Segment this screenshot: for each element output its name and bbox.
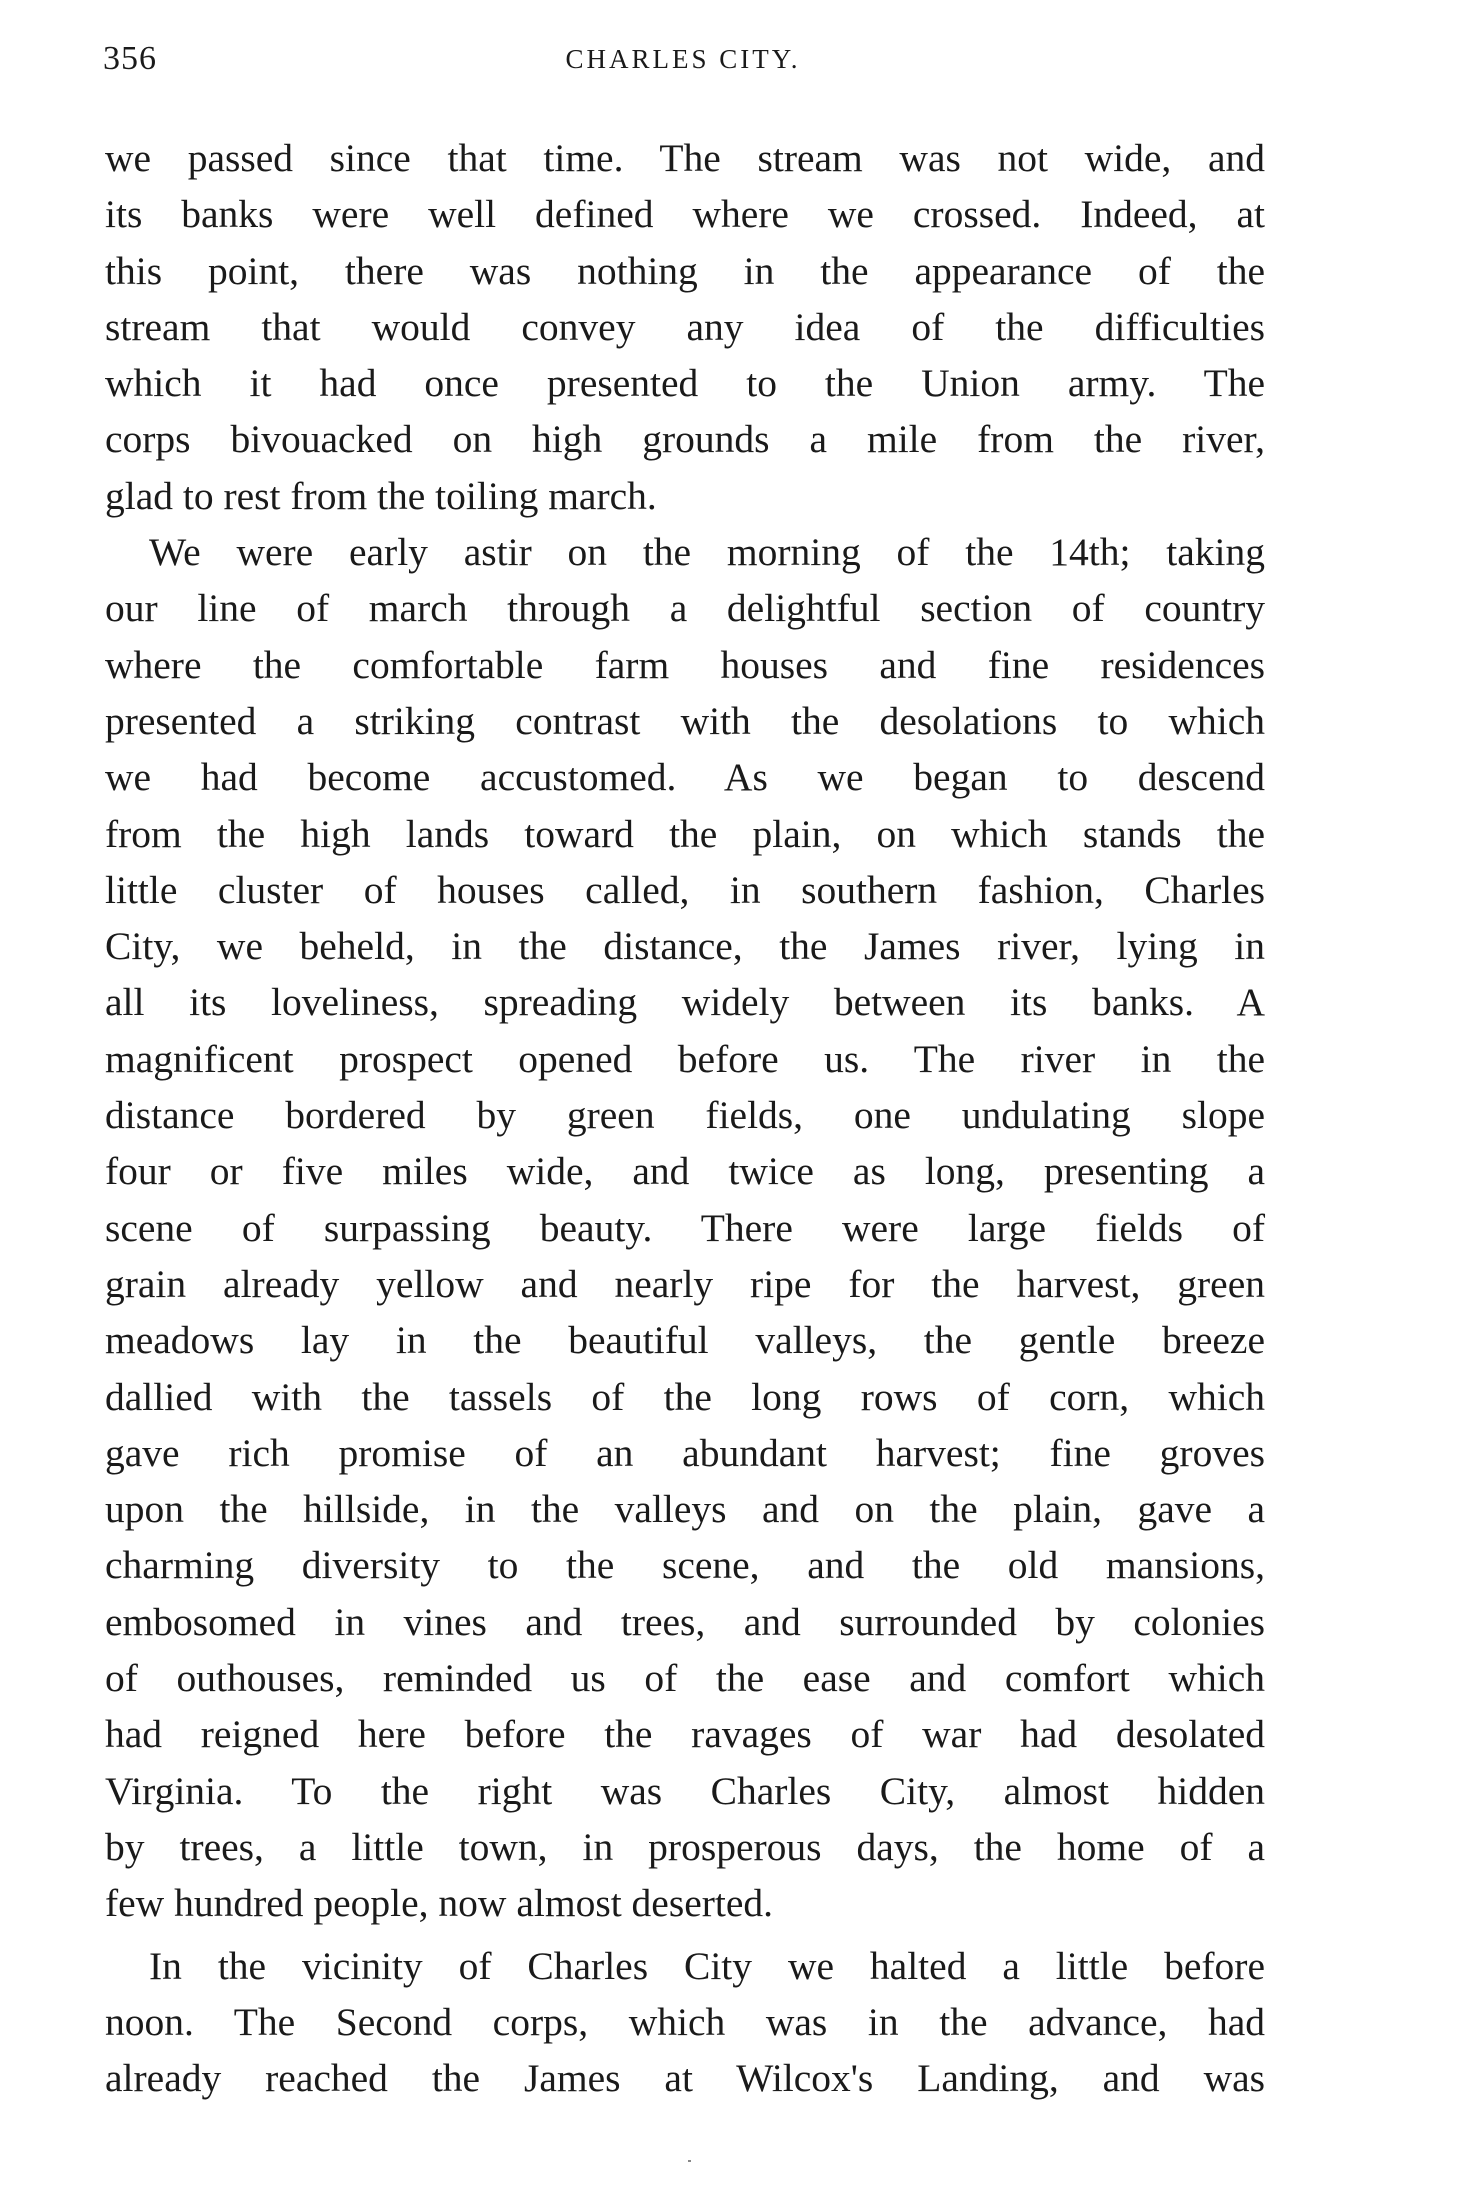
text-line: magnificent prospect opened before us. The river in the — [105, 1036, 1265, 1081]
text-line: we passed since that time. The stream was not wide, and — [105, 136, 1265, 180]
text-line: its banks were well defined where we crossed. Indeed, at — [105, 192, 1265, 237]
text-line: little cluster of houses called, in southern fashion, Charles — [105, 867, 1265, 912]
text-line: corps bivouacked on high grounds a mile from the river, — [105, 417, 1265, 462]
text-line: noon. The Second corps, which was in the advance, had — [105, 1999, 1265, 2044]
text-line: dallied with the tassels of the long rows of corn, which — [105, 1374, 1265, 1419]
text-line: meadows lay in the beautiful valleys, the gentle breeze — [105, 1318, 1265, 1363]
text-line: from the high lands toward the plain, on which stands the — [105, 811, 1265, 856]
text-line: which it had once presented to the Union army. The — [105, 361, 1265, 406]
text-line: distance bordered by green fields, one undulating slope — [105, 1093, 1265, 1138]
text-line: where the comfortable farm houses and fine residences — [105, 642, 1265, 687]
text-line: presented a striking contrast with the desolations to which — [105, 698, 1265, 743]
text-line: all its loveliness, spreading widely between its banks. A — [105, 980, 1265, 1025]
text-line: upon the hillside, in the valleys and on the plain, gave a — [105, 1487, 1265, 1532]
text-line: by trees, a little town, in prosperous days, the home of a — [105, 1824, 1265, 1869]
text-line: Virginia. To the right was Charles City, almost hidden — [105, 1768, 1265, 1813]
text-line: gave rich promise of an abundant harvest; fine groves — [105, 1430, 1265, 1475]
text-line: we had become accustomed. As we began to descend — [105, 755, 1265, 800]
text-line: this point, there was nothing in the appearance of the — [105, 248, 1265, 293]
text-line: grain already yellow and nearly ripe for the harvest, green — [105, 1261, 1265, 1306]
text-line: scene of surpassing beauty. There were large fields of — [105, 1205, 1265, 1250]
text-line: stream that would convey any idea of the difficulties — [105, 304, 1265, 349]
text-line: We were early astir on the morning of the 14th; taking — [149, 530, 1265, 575]
text-line: already reached the James at Wilcox's Landing, and was — [105, 2056, 1265, 2101]
page-number: 356 — [103, 40, 157, 77]
body-text — [105, 130, 1265, 2106]
text-line: charming diversity to the scene, and the old mansions, — [105, 1543, 1265, 1588]
running-head — [103, 40, 1263, 90]
text-line: In the vicinity of Charles City we halted a little before — [149, 1943, 1265, 1988]
text-line: few hundred people, now almost deserted. — [105, 1881, 774, 1926]
running-title: CHARLES CITY. — [565, 44, 801, 74]
text-line: had reigned here before the ravages of war had desolated — [105, 1712, 1265, 1757]
text-line: our line of march through a delightful section of country — [105, 586, 1265, 631]
text-line: four or five miles wide, and twice as long, presenting a — [105, 1149, 1265, 1194]
text-line: glad to rest from the toiling march. — [105, 473, 657, 518]
ink-speck — [688, 2160, 691, 2162]
text-line: embosomed in vines and trees, and surrounded by colonies — [105, 1599, 1265, 1644]
text-line: City, we beheld, in the distance, the James river, lying in — [105, 924, 1265, 969]
text-line: of outhouses, reminded us of the ease and comfort which — [105, 1656, 1265, 1701]
